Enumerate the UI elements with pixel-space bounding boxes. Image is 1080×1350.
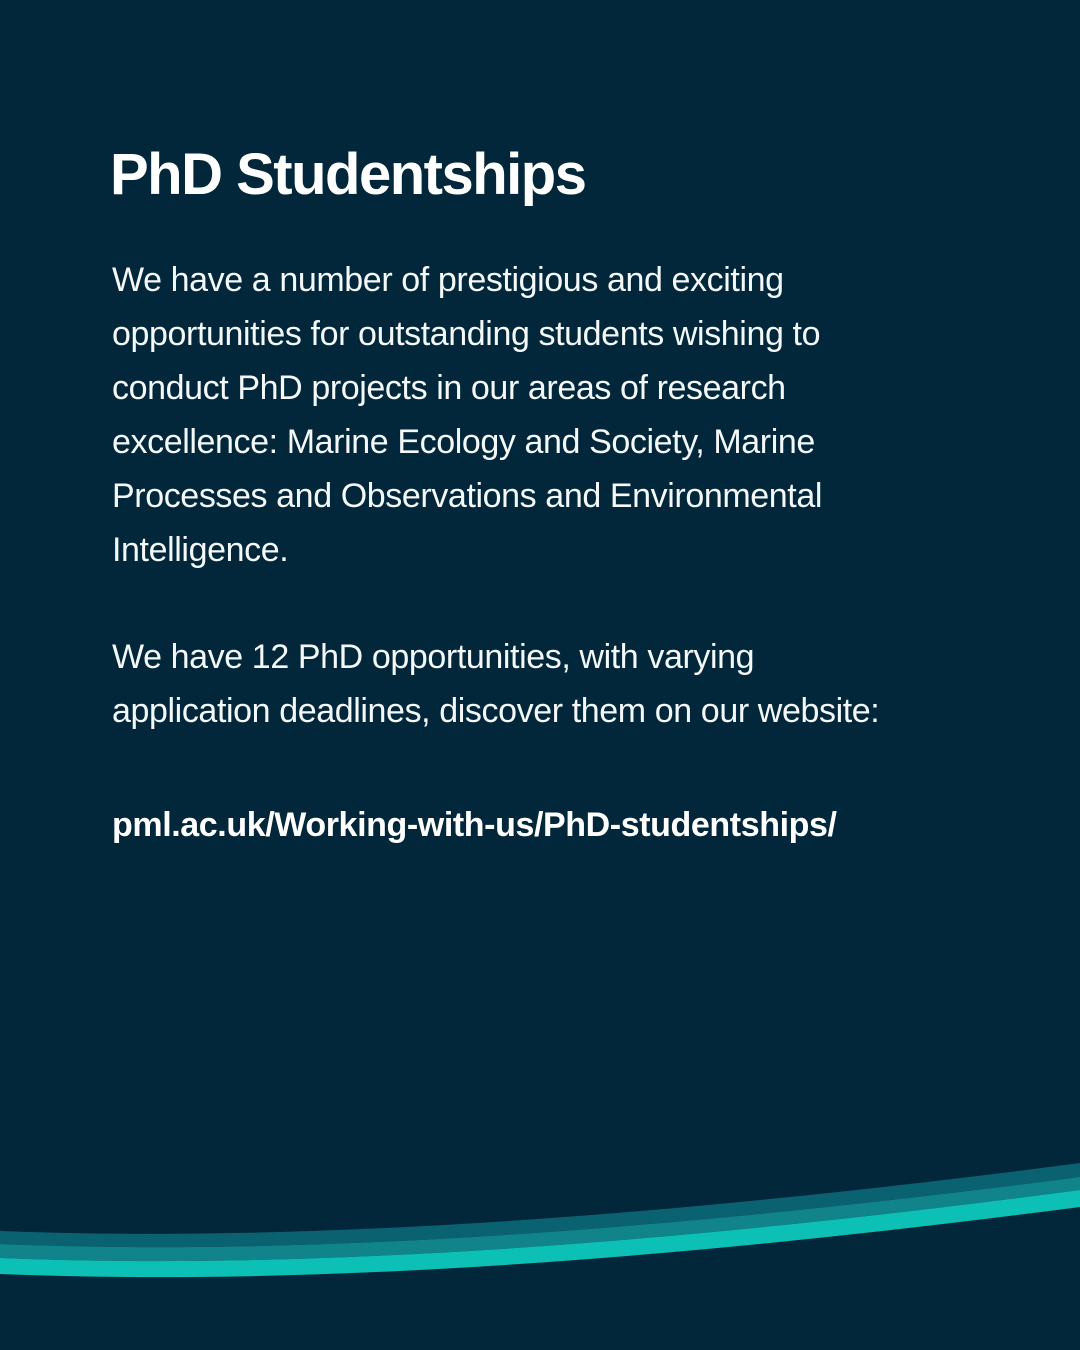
wave-band-dark-icon [0, 1163, 1080, 1247]
paragraph-line: We have a number of prestigious and exciting [112, 261, 784, 299]
paragraph-line: We have 12 PhD opportunities, with varying [112, 638, 755, 676]
paragraph-line: conduct PhD projects in our areas of research [112, 369, 786, 407]
wave-band-bright-icon [0, 1190, 1080, 1277]
paragraph-line: excellence: Marine Ecology and Society, Marine [112, 423, 815, 461]
paragraph-line: opportunities for outstanding students wishing to [112, 315, 821, 353]
opportunities-paragraph [112, 630, 992, 738]
page-title: PhD Studentships [110, 141, 586, 207]
wave-band-mid-icon [0, 1177, 1080, 1261]
paragraph-line: Processes and Observations and Environmental [112, 477, 823, 515]
paragraph-line: Intelligence. [112, 531, 289, 569]
website-url-text: pml.ac.uk/Working-with-us/PhD-studentships/ [112, 806, 837, 844]
intro-paragraph [112, 253, 992, 577]
paragraph-line: application deadlines, discover them on our website: [112, 692, 880, 730]
